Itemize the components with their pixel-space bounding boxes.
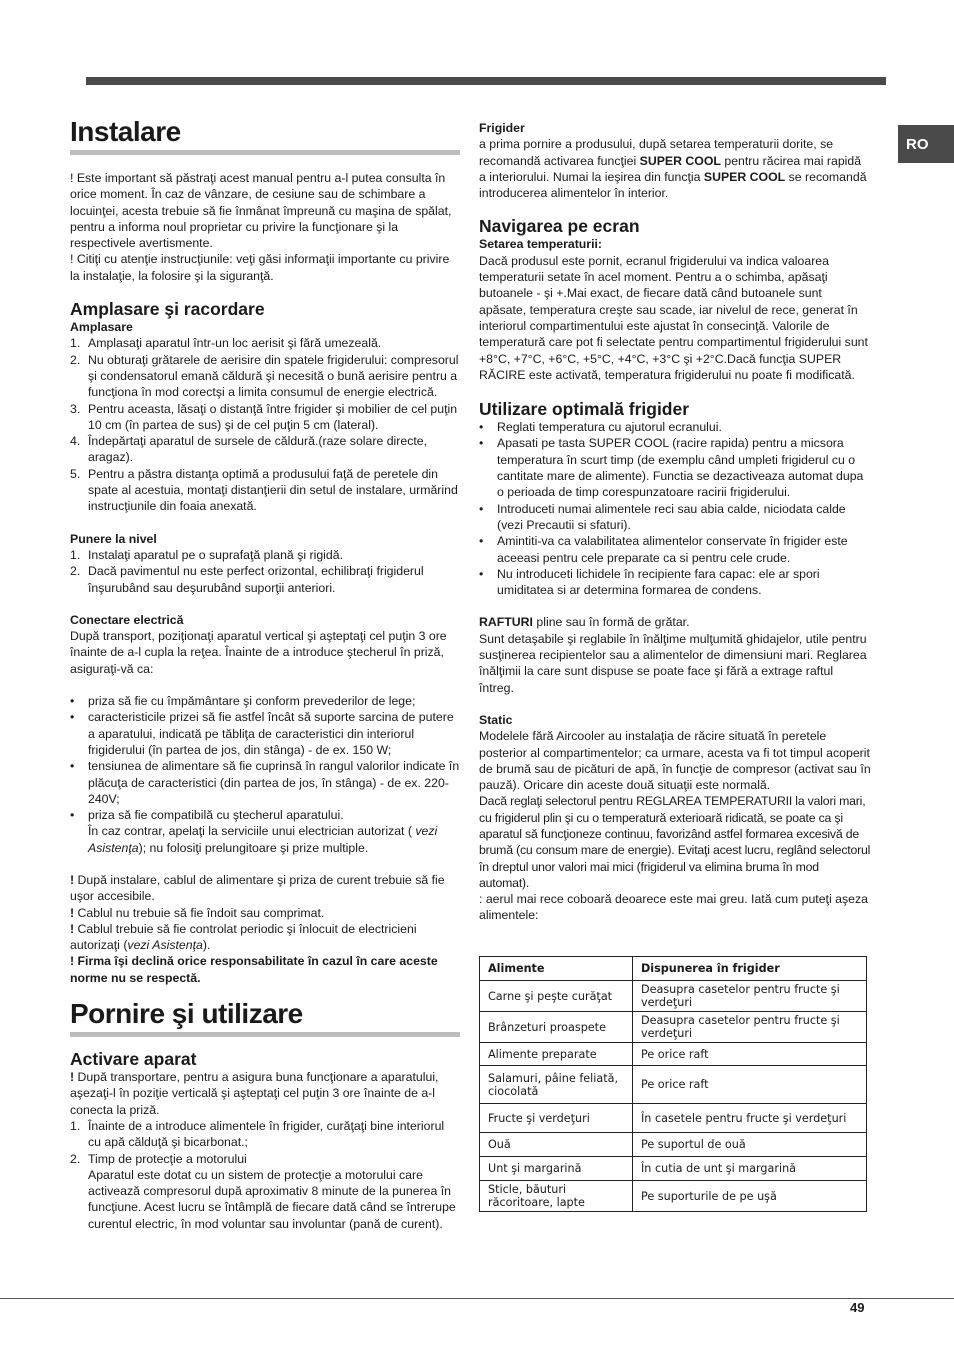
conectare-list bbox=[70, 693, 460, 856]
table-row bbox=[480, 1104, 867, 1133]
heading-frigider: Frigider bbox=[479, 121, 525, 135]
table-cell: În casetele pentru fructe şi verdeţuri bbox=[633, 1104, 867, 1133]
heading-navigarea: Navigarea pe ecran bbox=[479, 216, 640, 237]
heading-activare-aparat: Activare aparat bbox=[70, 1049, 197, 1070]
setarea-paragraph: Dacă produsul este pornit, ecranul frigiderului va indica valoarea temperaturii setate în acel moment. Pentru a o schimba, apăsaţi butoanele - şi +.Mai exact, de fiecare dată când butoanele sunt apăsate, temperatura creşte sau scade, iar nivelul de rece, generat în interiorul compartimentului este ajustat în consecinţă. Valorile de temperatură care pot fi selectate pentru compartimentul frigiderului sunt +8°C, +7°C, +6°C, +5°C, +4°C, +3°C şi +2°C.Dacă funcţia SUPER RĂCIRE este activată, temperatura frigiderului nu poate fi modificată. bbox=[479, 253, 868, 382]
table-cell: Ouă bbox=[480, 1133, 633, 1157]
frigider-paragraph: a prima pornire a produsului, după setarea temperaturii dorite, se recomandă activarea funcţiei SUPER COOL pentru răcirea mai rapidă a interiorului. Numai la ieşirea din funcţia SUPER COOL se recomandă introducerea alimentelor în interior. bbox=[479, 137, 867, 201]
table-cell: Alimente preparate bbox=[480, 1043, 633, 1066]
list-item: • priza să fie cu împământare şi conform prevederilor de lege; bbox=[70, 694, 416, 709]
heading-amplasare-racordare: Amplasare şi racordare bbox=[70, 299, 265, 320]
table-cell: Pe suporturile de pe uşă bbox=[633, 1181, 867, 1212]
rafturi-paragraph-1: RAFTURI pline sau în formă de grătar. bbox=[479, 615, 690, 630]
heading-amplasare: Amplasare bbox=[70, 320, 133, 335]
table-row bbox=[480, 1043, 867, 1066]
table-cell: Sticle, băuturi răcoritoare, lapte bbox=[480, 1181, 633, 1212]
table-cell: Pe orice raft bbox=[633, 1066, 867, 1104]
list-item: • Apasati pe tasta SUPER COOL (racire rapida) pentru a micsora temperatura în scurt timp (de exemplu când umpleti frigiderul cu o cantitate mare de alimente). Functia se dezactiveaza automat dupa o perioada de timp corespunzatoare racirii frigiderului. bbox=[479, 436, 864, 500]
list-item: 4. Îndepărtaţi aparatul de sursele de căldură.(raze solare directe, aragaz). bbox=[70, 434, 428, 465]
activare-list bbox=[70, 1118, 460, 1167]
table-cell: Brânzeturi proaspete bbox=[480, 1012, 633, 1043]
list-item: • Reglati temperatura cu ajutorul ecranului. bbox=[479, 420, 722, 435]
activare-intro: ! După transportare, pentru a asigura buna funcţionare a aparatului, aşezaţi-l în poziţie verticală şi aşteptaţi cel puţin 3 ore înainte de a-l conecta la priză. bbox=[70, 1070, 439, 1117]
list-item: 3. Pentru aceasta, lăsaţi o distanţă între frigider şi mobilier de cel puţin 10 cm (în partea de sus) şi de cel puţin 5 cm (lateral). bbox=[70, 401, 458, 432]
table-row bbox=[480, 1157, 867, 1181]
list-item: 1. Amplasaţi aparatul într-un loc aerisit şi fără umezeală. bbox=[70, 336, 382, 351]
title-instalare: Instalare bbox=[70, 116, 181, 147]
heading-utilizare: Utilizare optimală frigider bbox=[479, 399, 690, 420]
list-item: • caracteristicile prizei să fie astfel încât să suporte sarcina de putere a aparatului, indicată pe tăbliţa de caracteristici din interiorul frigiderului (în partea de jos, din stânga) - de ex. 150 W; bbox=[70, 710, 454, 757]
utilizare-list bbox=[479, 419, 871, 598]
conectare-contrar: În caz contrar, apelaţi la serviciile unui electrician autorizat ( vezi Asistenţa); nu folosiţi prelungitoare şi prize multiple. bbox=[88, 824, 438, 855]
list-item: • priza să fie compatibilă cu ştecherul aparatului. În caz contrar, apelaţi la serviciile unui electrician autorizat ( vezi Asistenţa); nu folosiţi prelungitoare şi prize multiple. bbox=[70, 808, 438, 855]
warning-3: ! Cablul trebuie să fie controlat periodic şi înlocuit de electricieni autorizaţi (vezi Asistenţa). bbox=[70, 921, 417, 953]
table-row bbox=[480, 1012, 867, 1043]
table-header-cell: Dispunerea în frigider bbox=[633, 957, 867, 981]
list-item: 5. Pentru a păstra distanţa optimă a produsului faţă de peretele din spate al acestuia, montaţi distanţierii din setul de instalare, urmărind instrucţiunile din foaia anexată. bbox=[70, 466, 458, 514]
right-column bbox=[479, 120, 871, 924]
heading-punere-la-nivel: Punere la nivel bbox=[70, 531, 157, 546]
list-item: 2. Timp de protecţie a motorului bbox=[70, 1151, 247, 1166]
list-item: 1. Instalaţi aparatul pe o suprafaţă plană şi rigidă. bbox=[70, 547, 343, 562]
static-paragraph-3: : aerul mai rece coboară deoarece este mai greu. Iată cum puteţi aşeza alimentele: bbox=[479, 892, 868, 923]
page-number: 49 bbox=[850, 1300, 865, 1315]
table-row bbox=[480, 1133, 867, 1157]
table-row bbox=[480, 1066, 867, 1104]
list-item: • Nu introduceti lichidele în recipiente fara capac: ele ar spori umiditatea si ar determina formarea de condens. bbox=[479, 566, 820, 598]
intro-paragraph-2: ! Citiţi cu atenţie instrucţiunile: veţi găsi informaţii importante cu privire la instalaţie, la folosire şi la siguranţă. bbox=[70, 252, 450, 283]
table-cell: Carne şi peşte curăţat bbox=[480, 981, 633, 1012]
conectare-intro: După transport, poziţionaţi aparatul vertical şi aşteptaţi cel puţin 3 ore înainte de a-l cupla la reţea. Înainte de a introduce ştecherul în priză, asiguraţi-vă ca: bbox=[70, 629, 447, 676]
intro-paragraph-1: ! Este important să păstraţi acest manual pentru a-l putea consulta în orice moment. În caz de vânzare, de cesiune sau de schimbare a locuinţei, acesta trebuie să fie înmânat împreună cu maşina de spălat, pentru a informa noul proprietar cu privire la funcţionare şi la respectivele avertismente. bbox=[70, 171, 452, 251]
table-cell: În cutia de unt şi margarină bbox=[633, 1157, 867, 1181]
list-item: 2. Dacă pavimentul nu este perfect orizontal, echilibraţi frigiderul înşurubând sau deşurubând suporţii anteriori. bbox=[70, 564, 424, 595]
language-tab: RO bbox=[898, 125, 954, 163]
warning-2: ! Cablul nu trebuie să fie îndoit sau comprimat. bbox=[70, 905, 325, 920]
warning-4: ! Firma îşi declină orice responsabilitate în cazul în care aceste norme nu se respectă. bbox=[70, 954, 438, 985]
table-cell: Pe suportul de ouă bbox=[633, 1133, 867, 1157]
list-item: • Introduceti numai alimentele reci sau abia calde, niciodata calde (vezi Precautii si sfaturi). bbox=[479, 501, 846, 532]
table-cell: Pe orice raft bbox=[633, 1043, 867, 1066]
heading-setarea: Setarea temperaturii: bbox=[479, 237, 603, 252]
food-placement-table bbox=[479, 956, 867, 1212]
table-cell: Deasupra casetelor pentru fructe şi verdeţuri bbox=[633, 981, 867, 1012]
amplasare-list bbox=[70, 335, 460, 514]
table-row bbox=[480, 981, 867, 1012]
activare-protectie: Aparatul este dotat cu un sistem de protecţie a motorului care activează compresorul după aproximativ 8 minute de la punerea în funcţiune. Acest lucru se întâmplă de fiecare dată când se întrerupe curentul electric, în mod voluntar sau involuntar (pană de curent). bbox=[88, 1167, 456, 1231]
rafturi-paragraph-2: Sunt detaşabile şi reglabile în înălţime mulţumită ghidajelor, utile pentru susţinerea recipientelor sau a alimentelor de dimensiuni mari. Reglarea înălţimii la care sunt dispuse se poate face şi fără a extrage raftul întreg. bbox=[479, 631, 867, 695]
title-rule bbox=[70, 150, 460, 155]
heading-conectare-electrica: Conectare electrică bbox=[70, 612, 184, 627]
list-item: 1. Înainte de a introduce alimentele în frigider, curăţaţi bine interiorul cu apă călduţă şi bicarbonat.; bbox=[70, 1118, 445, 1150]
table-header-row bbox=[480, 957, 867, 981]
list-item: 2. Nu obturaţi grătarele de aerisire din spatele frigiderului: compresorul şi condensatorul emană căldură şi necesită o bună aerisire pentru a funcţiona în mod corectşi a limita consumul de energie electrică. bbox=[70, 352, 459, 400]
top-bar bbox=[86, 77, 886, 85]
static-paragraph-1: Modelele fără Aircooler au instalaţia de răcire situată în peretele posterior al compartimentelor; ca urmare, acesta va fi tot timpul acoperit de brumă sau de picături de apă, în funcţie de compresor (activat sau în pauză). Oricare din aceste două situaţii este normală. bbox=[479, 729, 871, 793]
punere-list bbox=[70, 547, 460, 596]
list-item: • tensiunea de alimentare să fie cuprinsă în rangul valorilor indicate în plăcuţa de caracteristici (din partea de jos, în stânga) - de ex. 220-240V; bbox=[70, 759, 460, 806]
table-header-cell: Alimente bbox=[480, 957, 633, 981]
title-pornire-utilizare: Pornire şi utilizare bbox=[70, 998, 303, 1030]
table-cell: Unt şi margarină bbox=[480, 1157, 633, 1181]
warning-1: ! După instalare, cablul de alimentare şi priza de curent trebuie să fie uşor accesibile. bbox=[70, 872, 445, 904]
table-cell: Deasupra casetelor pentru fructe şi verdeţuri bbox=[633, 1012, 867, 1043]
table-cell: Fructe şi verdeţuri bbox=[480, 1104, 633, 1133]
static-paragraph-2: Dacă reglaţi selectorul pentru REGLAREA TEMPERATURII la valori mari, cu frigiderul plin şi cu o temperatură exterioară ridicată, se poate ca şi aparatul să funcţioneze continuu, favorizând astfel formarea excesivă de brumă (cu consum mare de energie). Evitaţi acest lucru, reglând selectorul în dreptul unor valori mai mici (frigiderul va elimina bruma în mod automat). bbox=[479, 794, 871, 890]
title-rule bbox=[70, 1032, 460, 1037]
footer-rule bbox=[0, 1298, 954, 1299]
list-item: • Amintiti-va ca valabilitatea alimentelor conservate în frigider este aceeasi pentru cele preparate ca si pentru cele crude. bbox=[479, 534, 848, 565]
heading-static: Static bbox=[479, 712, 513, 727]
left-column bbox=[70, 116, 460, 1232]
table-row bbox=[480, 1181, 867, 1212]
table-cell: Salamuri, pâine feliată, ciocolată bbox=[480, 1066, 633, 1104]
